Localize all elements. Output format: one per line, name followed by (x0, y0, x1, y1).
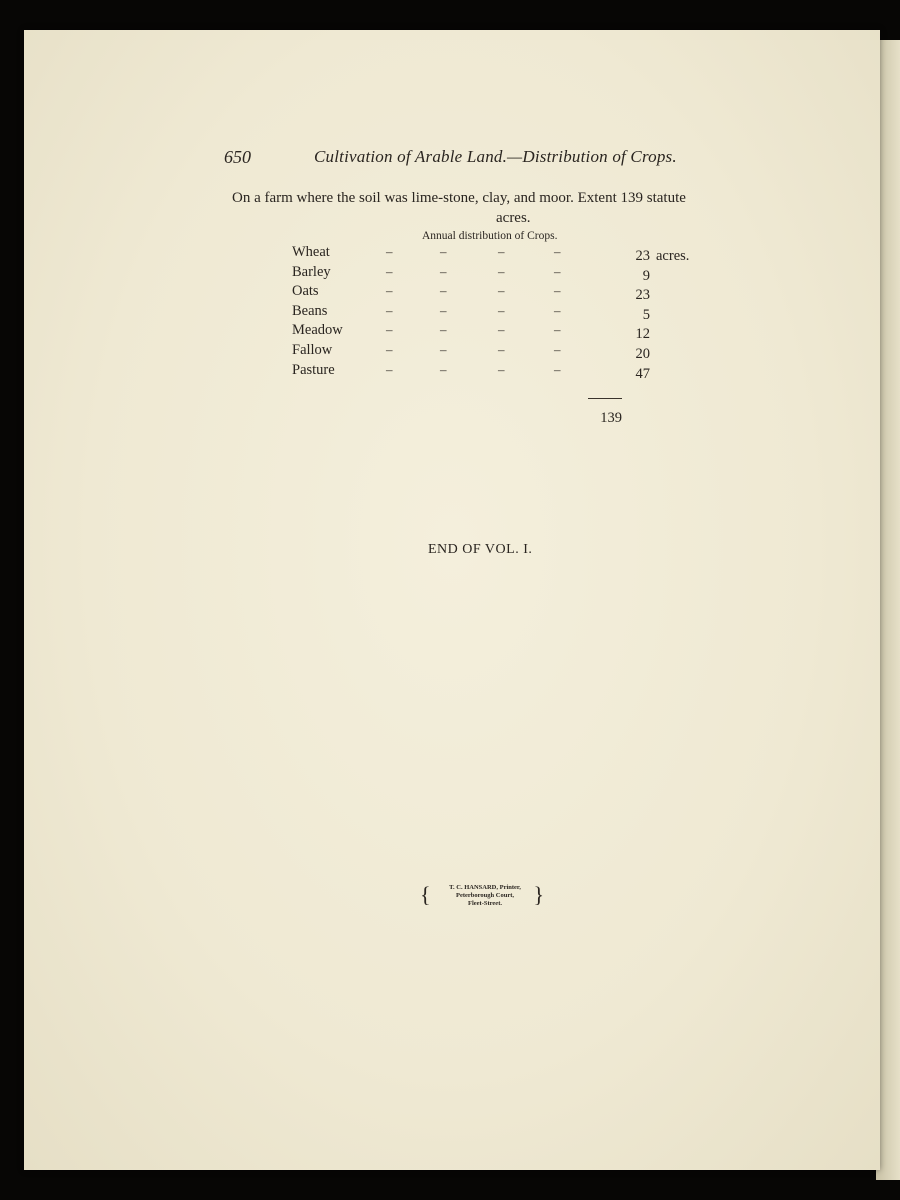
crop-acreage: 20 (635, 345, 650, 362)
table-row (292, 283, 712, 303)
end-of-volume-note: END OF VOL. I. (428, 542, 533, 557)
page-number: 650 (224, 147, 251, 167)
leader-dash: – (554, 283, 561, 299)
intro-paragraph (232, 188, 792, 228)
crop-name: Fallow (292, 341, 333, 358)
leader-dash: – (498, 322, 505, 338)
leader-dash: – (440, 341, 447, 357)
crop-name: Barley (292, 263, 331, 280)
crop-acreage: 12 (635, 326, 650, 343)
intro-line-1: On a farm where the soil was lime-stone, clay, and moor. Extent 139 statute (232, 190, 686, 206)
running-title: Cultivation of Arable Land.—Distribution of Crops. (314, 147, 677, 166)
leader-dash: – (498, 263, 505, 279)
table-row (292, 244, 712, 264)
crop-name: Beans (292, 302, 328, 319)
table-caption: Annual distribution of Crops. (422, 230, 558, 242)
total-value: 139 (600, 410, 622, 426)
crop-name: Pasture (292, 361, 335, 378)
crop-acreage: 47 (635, 365, 650, 382)
leader-dash: – (498, 244, 505, 259)
crop-name: Wheat (292, 244, 330, 260)
left-brace-icon: { (420, 882, 431, 907)
leader-dash: – (386, 302, 393, 318)
page-header (224, 147, 724, 177)
table-row (292, 362, 712, 382)
leader-dash: – (386, 263, 393, 279)
leader-dash: – (386, 341, 393, 357)
leader-dash: – (554, 341, 561, 357)
leader-dash: – (554, 263, 561, 279)
table-row (292, 303, 712, 323)
leader-dash: – (554, 302, 561, 318)
total-rule (588, 398, 622, 399)
table-row (292, 264, 712, 284)
crop-name: Oats (292, 283, 319, 300)
leader-dash: – (554, 322, 561, 338)
crop-acreage: 23 (635, 287, 650, 304)
intro-line-2: acres. (496, 210, 531, 226)
leader-dash: – (386, 322, 393, 338)
leader-dash: – (386, 283, 393, 299)
leader-dash: – (440, 283, 447, 299)
unit-label: acres. (656, 248, 690, 264)
crop-name: Meadow (292, 322, 343, 339)
printer-line-1: T. C. HANSARD, Printer, (449, 884, 521, 891)
leader-dash: – (386, 244, 393, 259)
printer-imprint (420, 884, 550, 908)
table-row (292, 342, 712, 362)
leader-dash: – (386, 361, 393, 377)
leader-dash: – (498, 341, 505, 357)
crop-distribution-table (292, 244, 712, 381)
printer-line-3: Fleet-Street. (468, 900, 502, 907)
leader-dash: – (498, 283, 505, 299)
leader-dash: – (498, 361, 505, 377)
right-brace-icon: } (533, 882, 544, 907)
leader-dash: – (440, 302, 447, 318)
leader-dash: – (554, 244, 561, 259)
leader-dash: – (554, 361, 561, 377)
table-row (292, 322, 712, 342)
printer-line-2: Peterborough Court, (455, 892, 514, 899)
crop-acreage: 5 (642, 306, 650, 323)
leader-dash: – (440, 263, 447, 279)
crop-acreage: 9 (642, 267, 650, 284)
leader-dash: – (498, 302, 505, 318)
crop-acreage: 23 (635, 248, 650, 264)
book-page (24, 30, 880, 1170)
leader-dash: – (440, 361, 447, 377)
leader-dash: – (440, 244, 447, 259)
leader-dash: – (440, 322, 447, 338)
